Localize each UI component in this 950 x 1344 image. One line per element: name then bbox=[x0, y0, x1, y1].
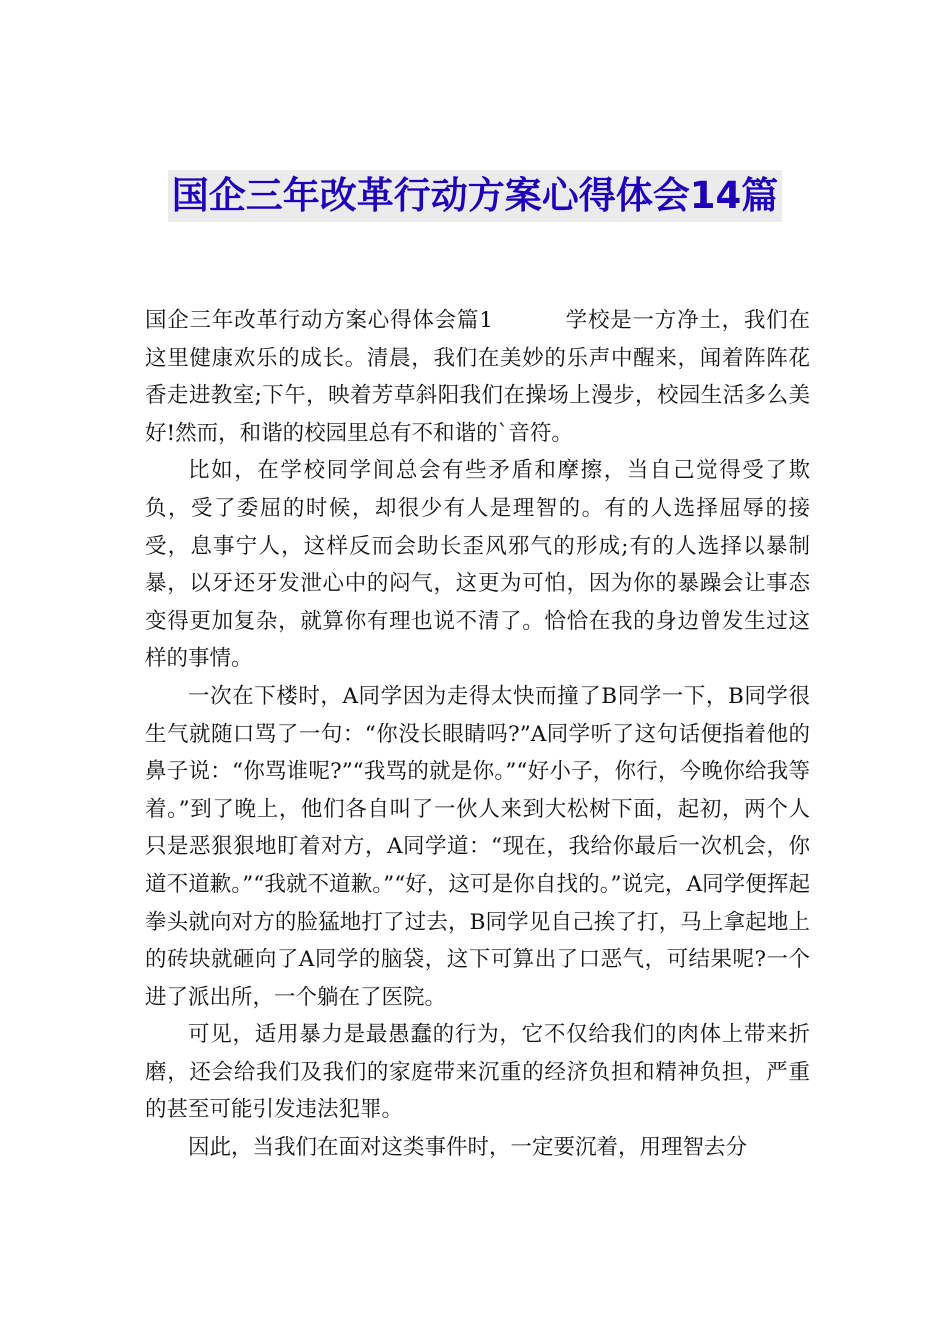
document-title: 国企三年改革行动方案心得体会14篇 bbox=[168, 170, 783, 222]
document-body bbox=[145, 302, 810, 1167]
paragraph-4: 可见，适用暴力是最愚蠢的行为，它不仅给我们的肉体上带来折磨，还会给我们及我们的家庭带来沉重的经济负担和精神负担，严重的甚至可能引发违法犯罪。 bbox=[145, 1022, 810, 1123]
paragraph-1 bbox=[145, 302, 810, 452]
paragraph-text: 学校是一方净土，我们在这里健康欢乐的成长。清晨，我们在美妙的乐声中醒来，闻着阵阵花香走进教室;下午，映着芳草斜阳我们在操场上漫步，校园生活多么美好!然而，和谐的校园里总有不和谐的`音符。 bbox=[145, 308, 810, 446]
paragraph-3: 一次在下楼时，A同学因为走得太快而撞了B同学一下，B同学很生气就随口骂了一句：“你没长眼睛吗?”A同学听了这句话便指着他的鼻子说：“你骂谁呢?”“我骂的就是你。”“好小子，你行，今晚你给我等着。”到了晚上，他们各自叫了一伙人来到大松树下面，起初，两个人只是恶狠狠地盯着对方，A同学道：“现在，我给你最后一次机会，你道不道歉。”“我就不道歉。”“好，这可是你自找的。”说完，A同学便挥起拳头就向对方的脸猛地打了过去，B同学见自己挨了打，马上拿起地上的砖块就砸向了A同学的脑袋，这下可算出了口恶气，可结果呢?一个进了派出所，一个躺在了医院。 bbox=[145, 683, 810, 1010]
paragraph-2: 比如，在学校同学间总会有些矛盾和摩擦，当自己觉得受了欺负，受了委屈的时候，却很少有人是理智的。有的人选择屈辱的接受，息事宁人，这样反而会助长歪风邪气的形成;有的人选择以暴制暴，以牙还牙发泄心中的闷气，这更为可怕，因为你的暴躁会让事态变得更加复杂，就算你有理也说不清了。恰恰在我的身边曾发生过这样的事情。 bbox=[145, 458, 810, 672]
section-heading: 国企三年改革行动方案心得体会篇1 bbox=[145, 308, 493, 333]
paragraph-5: 因此，当我们在面对这类事件时，一定要沉着，用理智去分 bbox=[188, 1135, 748, 1161]
title-container bbox=[0, 170, 950, 222]
